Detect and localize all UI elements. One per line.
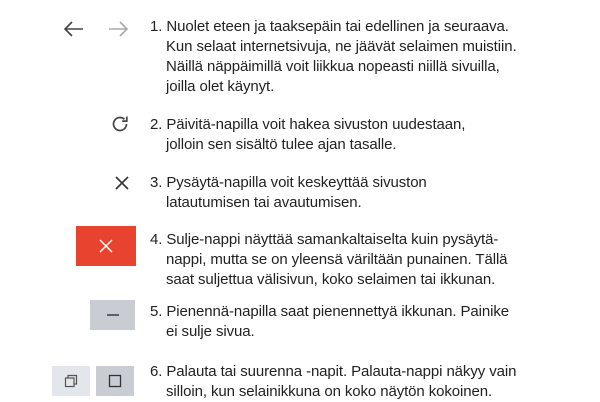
stop-icon[interactable] xyxy=(112,173,132,193)
text-line: nappi, mutta se on yleensä väriltään punainen. Tällä xyxy=(166,251,508,268)
item-text xyxy=(150,230,590,290)
text-line: saat suljettua välisivun, koko selaimen tai ikkunan. xyxy=(166,271,496,288)
text-line: jolloin sen sisältö tulee ajan tasalle. xyxy=(166,136,397,153)
text-line: Näillä näppäimillä voit liikkua nopeasti niillä sivuilla, xyxy=(166,58,500,75)
forward-arrow-icon[interactable] xyxy=(106,18,130,40)
restore-button[interactable] xyxy=(52,366,90,396)
text-line: silloin, kun selainikkuna on koko näytön kokoinen. xyxy=(166,383,493,400)
text-line: 4. Sulje-nappi näyttää samankaltaiselta kuin pysäytä- xyxy=(150,231,499,248)
item-text xyxy=(150,115,590,155)
item-text xyxy=(150,362,590,402)
text-line: 6. Palauta tai suurenna -napit. Palauta-nappi näkyy vain xyxy=(150,363,517,380)
maximize-icon xyxy=(108,374,122,388)
maximize-button[interactable] xyxy=(96,366,134,396)
item-text xyxy=(150,17,590,97)
close-icon xyxy=(99,239,113,253)
text-line: 5. Pienennä-napilla saat pienennettyä ikkunan. Painike xyxy=(150,303,510,320)
text-line: 3. Pysäytä-napilla voit keskeyttää sivuston xyxy=(150,174,427,191)
restore-icon xyxy=(64,374,78,388)
minimize-icon xyxy=(106,313,120,317)
close-button[interactable] xyxy=(76,226,136,266)
refresh-icon[interactable] xyxy=(108,112,132,136)
item-text xyxy=(150,173,590,213)
minimize-button[interactable] xyxy=(90,300,135,330)
text-line: joilla olet käynyt. xyxy=(166,78,275,95)
text-line: latautumisen tai avautumisen. xyxy=(166,194,362,211)
text-line: Kun selaat internetsivuja, ne jäävät selaimen muistiin. xyxy=(166,38,517,55)
text-line: ei sulje sivua. xyxy=(166,323,255,340)
text-line: 1. Nuolet eteen ja taaksepäin tai edellinen ja seuraava. xyxy=(150,18,509,35)
back-arrow-icon[interactable] xyxy=(62,18,86,40)
item-text xyxy=(150,302,590,342)
text-line: 2. Päivitä-napilla voit hakea sivuston uudestaan, xyxy=(150,116,466,133)
